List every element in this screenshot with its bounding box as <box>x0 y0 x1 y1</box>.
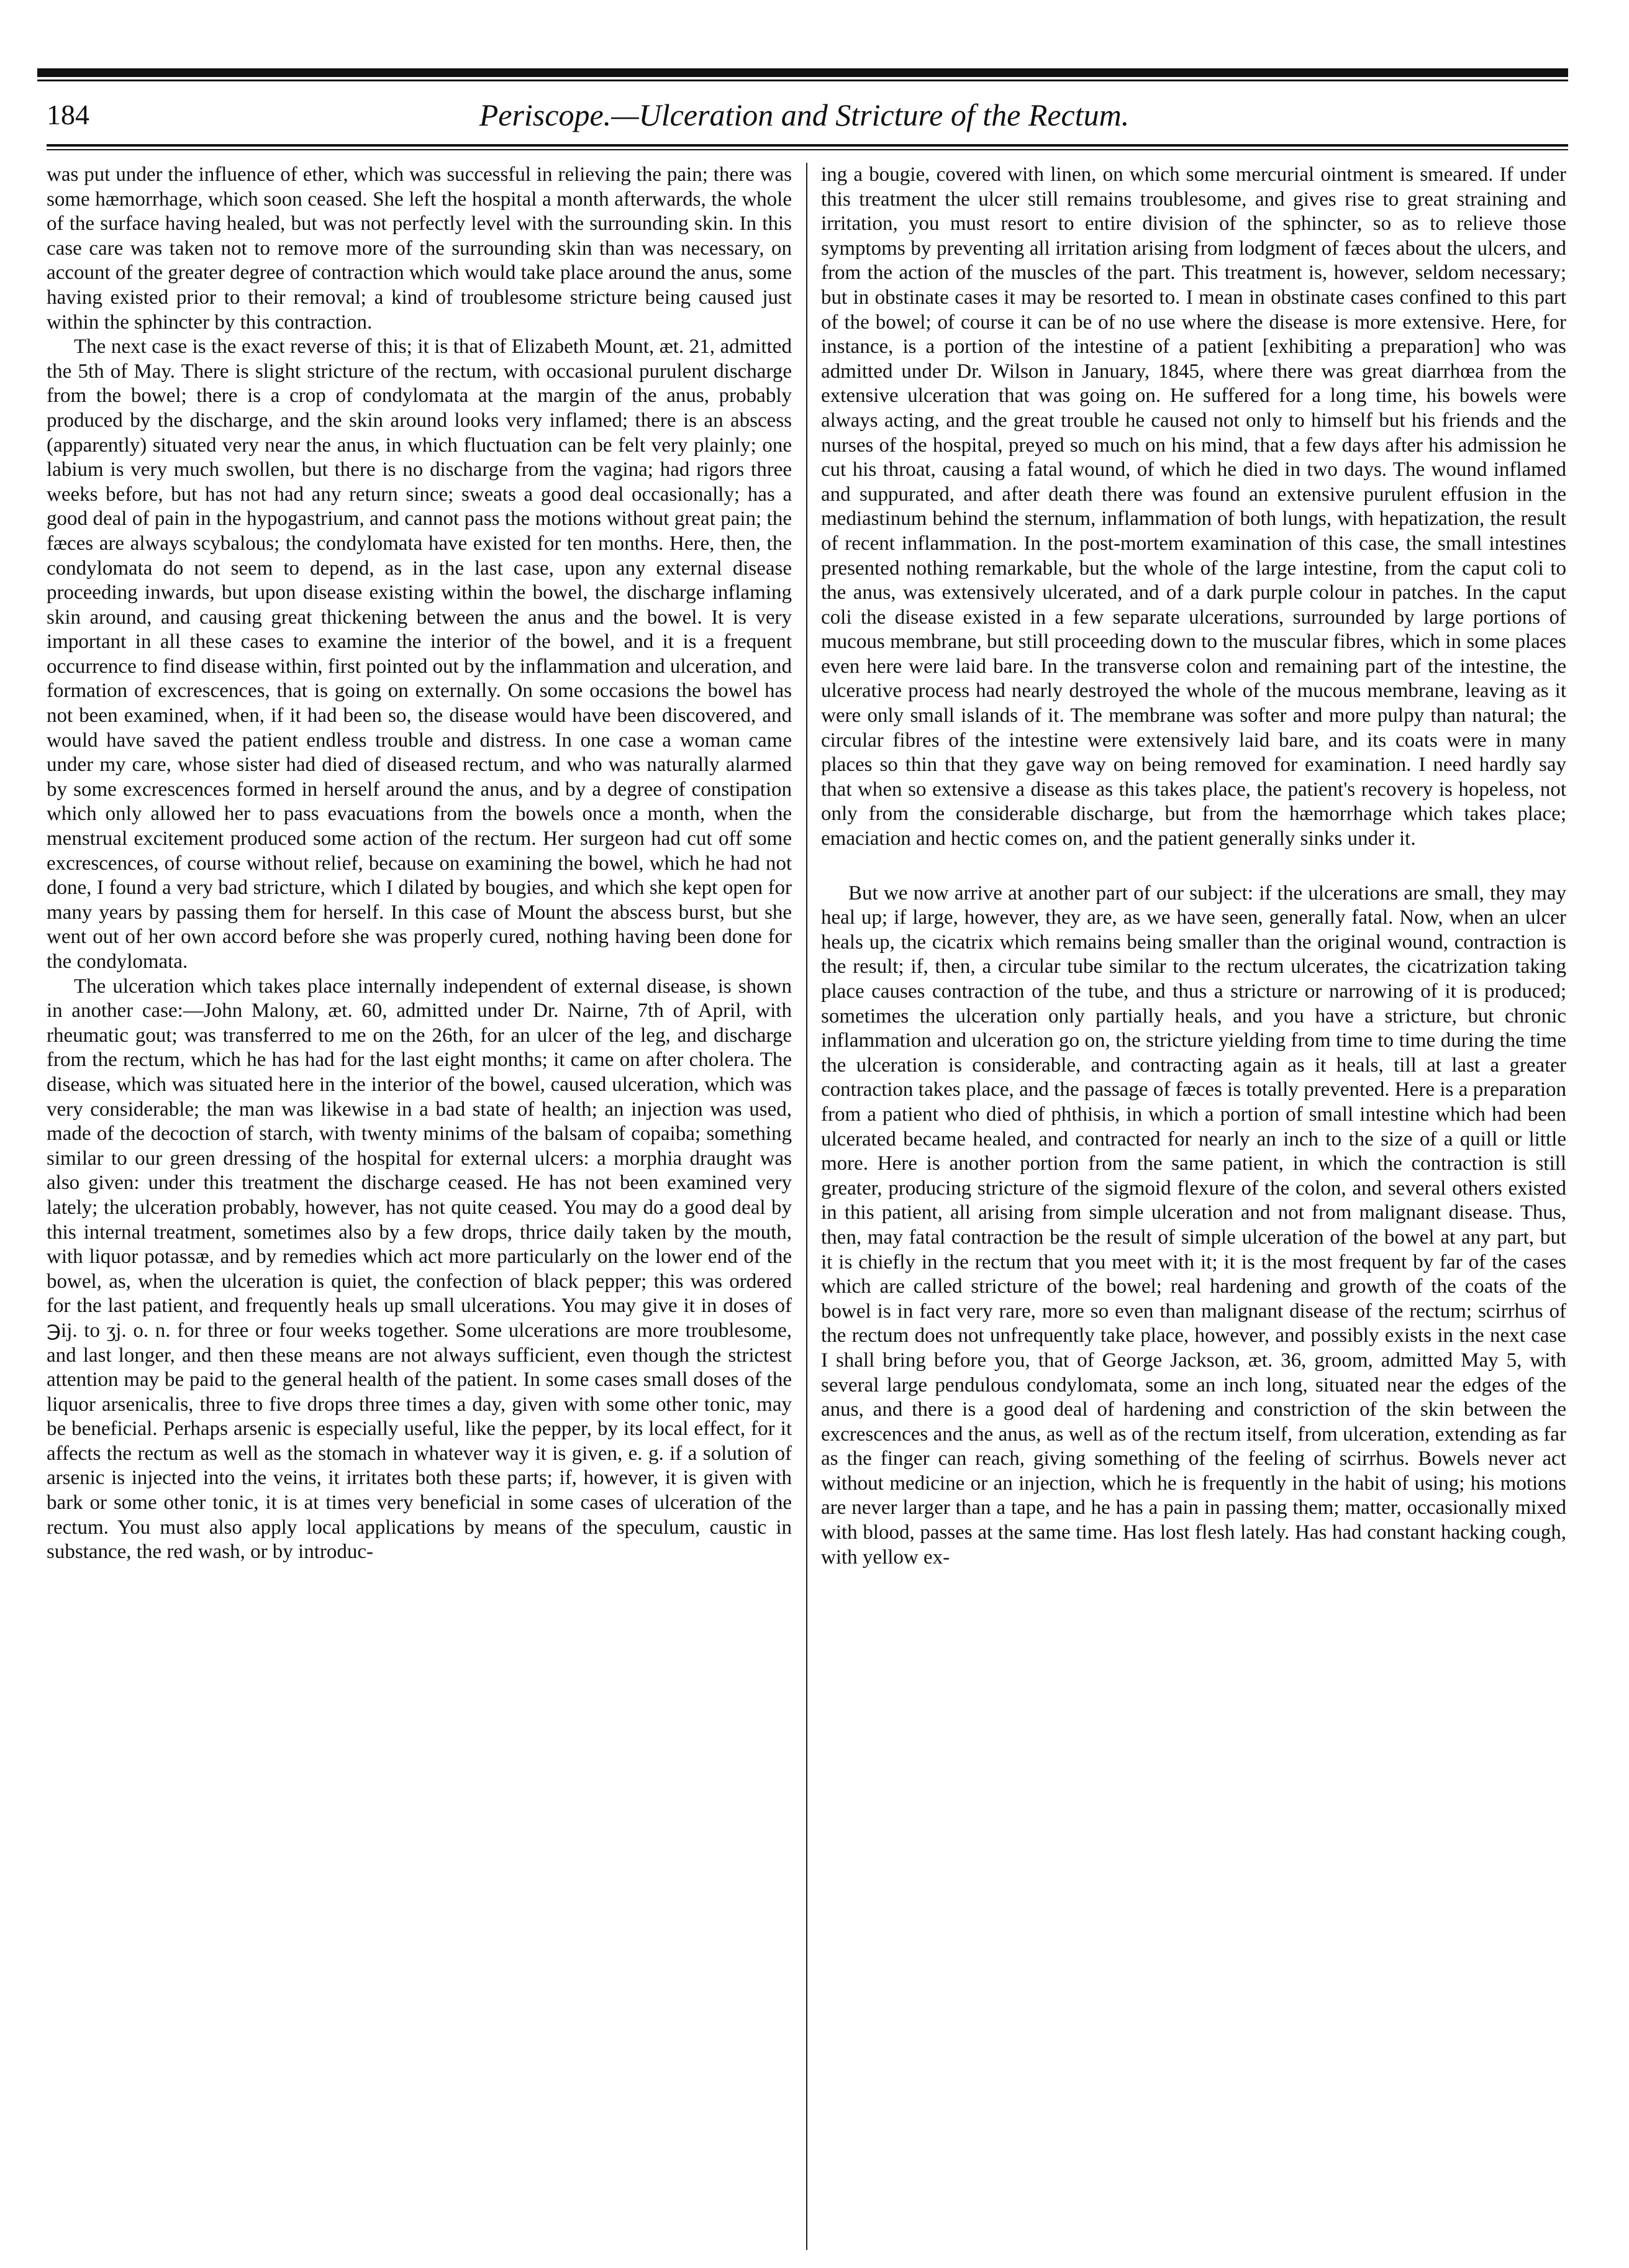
running-title: Periscope.—Ulceration and Stricture of the Rectum. <box>479 98 1130 132</box>
column-divider <box>806 163 807 2250</box>
paragraph: But we now arrive at another part of our subject: if the ulcerations are small, they may heal up; if large, however, they are, as we have seen, generally fatal. Now, when an ulcer heals up, the cicatrix which remains being smaller than the original wound, contraction is the result; if, then, a circular tube similar to the rectum ulcerates, the cicatrization taking place causes contraction of the tube, and thus a stricture or narrowing of it is produced; sometimes the ulceration only partially heals, and you have a stricture, but chronic inflammation and ulceration go on, the stricture yielding from time to time during the time the ulceration is considerable, and contracting again as it heals, till at last a greater contraction takes place, and the passage of fæces is totally prevented. Here is a preparation from a patient who died of phthisis, in which a portion of small intestine which had been ulcerated became healed, and contracted for nearly an inch to the size of a quill or little more. Here is another portion from the same patient, in which the contraction is still greater, producing stricture of the sigmoid flexure of the colon, and several others existed in this patient, all arising from simple ulceration and not from malignant disease. Thus, then, may fatal contraction be the result of simple ulceration of the bowel at any part, but it is chiefly in the rectum that you meet with it; it is the most frequent by far of the cases which are called stricture of the bowel; real hardening and growth of the coats of the bowel is in fact very rare, more so even than malignant disease of the rectum; scirrhus of the rectum does not unfrequently take place, however, and possibly exists in the next case I shall bring before you, that of George Jackson, æt. 36, groom, admitted May 5, with several large pendulous condylomata, some an inch long, situated near the edges of the anus, and there is a good deal of hardening and constriction of the skin between the excrescences and the anus, as well as of the rectum itself, from ulceration, extending as far as the finger can reach, giving something of the feeling of scirrhus. Bowels never act without medicine or an injection, which he is frequently in the habit of using; his motions are never larger than a tape, and he has a pain in passing them; matter, occasionally mixed with blood, passes at the same time. Has lost flesh lately. Has had constant hacking cough, with yellow ex- <box>821 881 1566 1569</box>
paragraph: The next case is the exact reverse of this; it is that of Elizabeth Mount, æt. 21, admitted the 5th of May. There is slight stricture of the rectum, with occasional purulent discharge from the bowel; there is a crop of condylomata at the margin of the anus, probably produced by the discharge, and the skin around looks very inflamed; there is an abscess (apparently) situated very near the anus, in which fluctuation can be felt very plainly; one labium is very much swollen, but there is no discharge from the vagina; had rigors three weeks before, but has not had any return since; sweats a good deal occasionally; has a good deal of pain in the hypogastrium, and cannot pass the motions without great pain; the fæces are always scybalous; the condylomata have existed for ten months. Here, then, the condylomata do not seem to depend, as in the last case, upon any external disease proceeding inwards, but upon disease existing within the bowel, the discharge inflaming skin around, and causing great thickening between the anus and the bowel. It is very important in all these cases to examine the interior of the bowel, and it is a frequent occurrence to find disease within, first pointed out by the inflammation and ulceration, and formation of excrescences, that is going on externally. On some occasions the bowel has not been examined, when, if it had been so, the disease would have been discovered, and would have saved the patient endless trouble and distress. In one case a woman came under my care, whose sister had died of diseased rectum, and who was naturally alarmed by some excrescences formed in herself around the anus, and by a degree of constipation which only allowed her to pass evacuations from the bowels once a month, when the menstrual excitement produced some action of the rectum. Her surgeon had cut off some excrescences, of course without relief, because on examining the bowel, which he had not done, I found a very bad stricture, which I dilated by bougies, and which she kept open for many years by passing them for herself. In this case of Mount the abscess burst, but she went out of her own accord before she was properly cured, nothing having been done for the condylomata. <box>47 335 792 973</box>
header-rule <box>47 144 1568 147</box>
page-header <box>47 93 1562 137</box>
paragraph: The ulceration which takes place internally independent of external disease, is shown in another case:—John Malony, æt. 60, admitted under Dr. Nairne, 7th of April, with rheumatic gout; was transferred to me on the 26th, for an ulcer of the leg, and discharge from the rectum, which he has had for the last eight months; it came on after cholera. The disease, which was situated here in the interior of the bowel, caused ulceration, which was very considerable; the man was likewise in a bad state of health; an injection was used, made of the decoction of starch, with twenty minims of the balsam of copaiba; something similar to our green dressing of the hospital for external ulcers: a morphia draught was also given: under this treatment the discharge ceased. He has not been examined very lately; the ulceration probably, however, has not quite ceased. You may do a good deal by this internal treatment, sometimes also by a few drops, thrice daily taken by the mouth, with liquor potassæ, and by remedies which act more particularly on the lower end of the bowel, as, when the ulceration is quiet, the confection of black pepper; this was ordered for the last patient, and frequently heals up small ulcerations. You may give it in doses of ℈ij. to ʒj. o. n. for three or four weeks together. Some ulcerations are more troublesome, and last longer, and then these means are not always sufficient, even though the strictest attention may be paid to the general health of the patient. In some cases small doses of the liquor arsenicalis, three to five drops three times a day, given with some other tonic, may be beneficial. Perhaps arsenic is especially useful, like the pepper, by its local effect, for it affects the rectum as well as the stomach in whatever way it is given, e. g. if a solution of arsenic is injected into the veins, it irritates both these parts; if, however, it is given with bark or some other tonic, it is at times very beneficial in some cases of ulceration of the rectum. You must also apply local applications by means of the speculum, caustic in substance, the red wash, or by introduc- <box>47 975 792 1564</box>
top-border-rule <box>37 68 1568 77</box>
header-rule-thin <box>47 149 1568 150</box>
top-border-rule-thin <box>37 80 1568 81</box>
paragraph: was put under the influence of ether, which was successful in relieving the pain; there was some hæmorrhage, which soon ceased. She left the hospital a month afterwards, the whole of the surface having healed, but was not perfectly level with the surrounding skin. In this case care was taken not to remove more of the surrounding skin than was necessary, on account of the greater degree of contraction which would take place around the anus, some having existed prior to their removal; a kind of troublesome stricture being caused just within the sphincter by this contraction. <box>47 163 792 334</box>
right-column <box>821 163 1566 2250</box>
paragraph: ing a bougie, covered with linen, on which some mercurial ointment is smeared. If under this treatment the ulcer still remains troublesome, and gives rise to great straining and irritation, you must resort to entire division of the sphincter, so as to relieve those symptoms by preventing all irritation arising from lodgment of fæces about the ulcers, and from the action of the muscles of the part. This treatment is, however, seldom necessary; but in obstinate cases it may be resorted to. I mean in obstinate cases confined to this part of the bowel; of course it can be of no use where the disease is more extensive. Here, for instance, is a portion of the intestine of a patient [exhibiting a preparation] who was admitted under Dr. Wilson in January, 1845, where there was great diarrhœa from the extensive ulceration that was going on. He suffered for a long time, his bowels were always acting, and the great trouble he caused not only to himself but his friends and the nurses of the hospital, preyed so much on his mind, that a few days after his admission he cut his throat, causing a fatal wound, of which he died in two days. The wound inflamed and suppurated, and after death there was found an extensive purulent effusion in the mediastinum behind the sternum, inflammation of both lungs, with hepatization, the result of recent inflammation. In the post-mortem examination of this case, the small intestines presented nothing remarkable, but the whole of the large intestine, from the caput coli to the anus, was extensively ulcerated, and of a dark purple colour in patches. In the caput coli the disease existed in a few separate ulcerations, surrounded by large portions of mucous membrane, but still proceeding down to the muscular fibres, which in some places even here were laid bare. In the transverse colon and remaining part of the intestine, the ulcerative process had nearly destroyed the whole of the mucous membrane, leaving as it were only small islands of it. The membrane was softer and more pulpy than natural; the circular fibres of the intestine were extensively laid bare, and its coats were in many places so thin that they gave way on being removed for examination. I need hardly say that when so extensive a disease as this takes place, the patient's recovery is hopeless, not only from the considerable discharge, but from the hæmorrhage which takes place; emaciation and hectic comes on, and the patient generally sinks under it. <box>821 163 1566 850</box>
left-column <box>47 163 792 2250</box>
page-number: 184 <box>47 99 89 130</box>
